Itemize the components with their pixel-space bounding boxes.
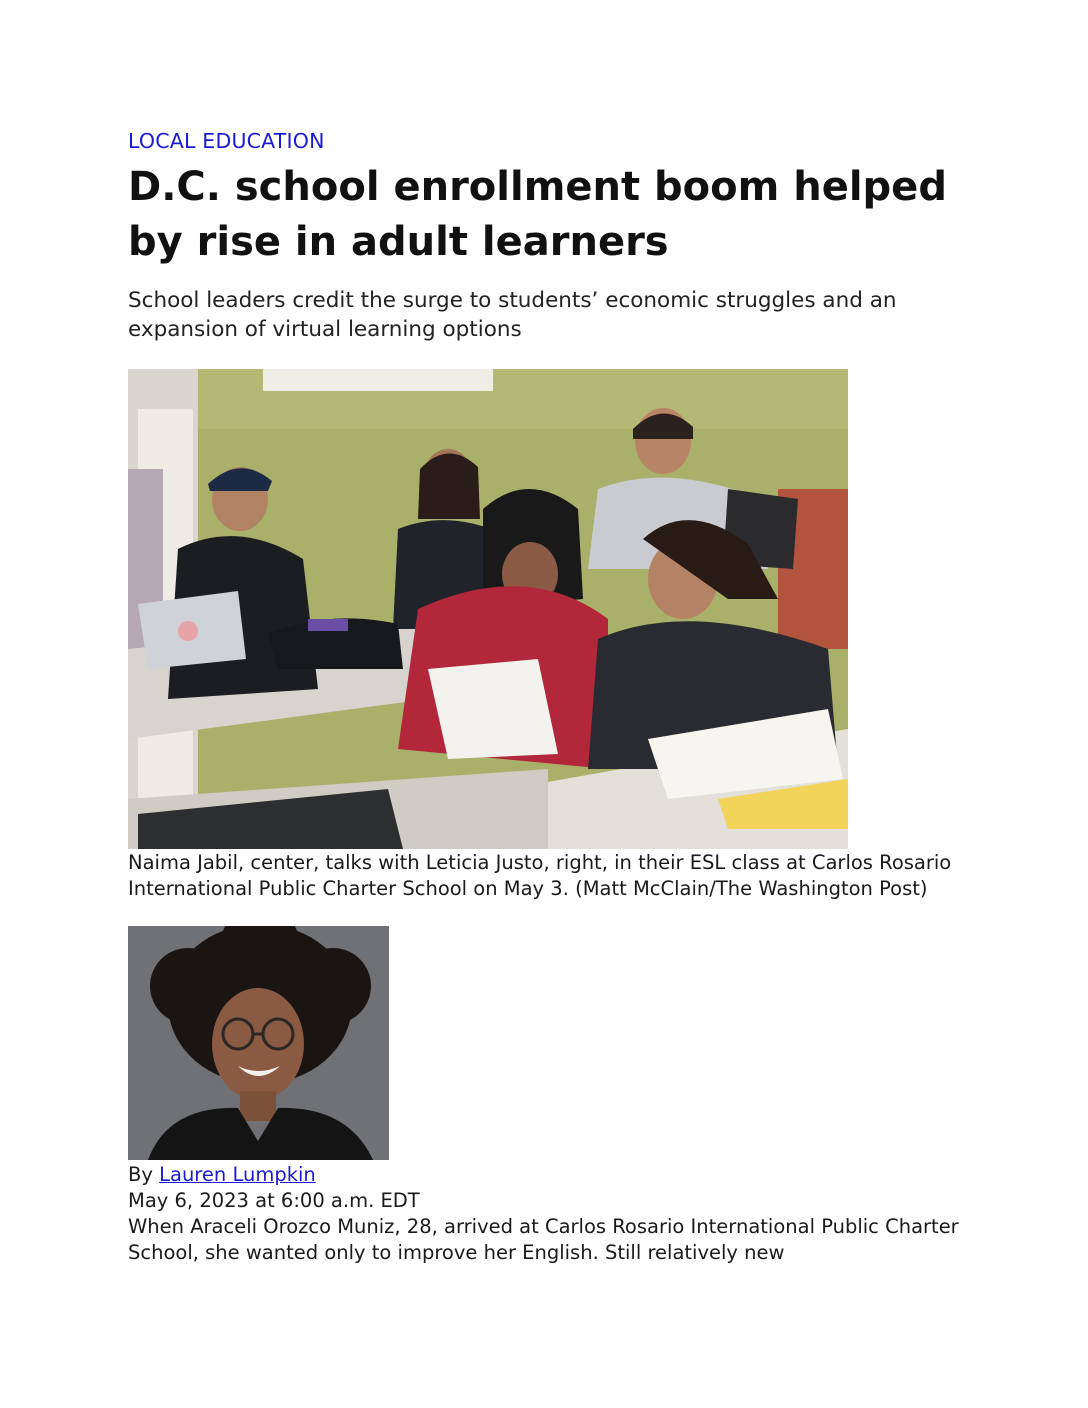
byline-prefix: By <box>128 1163 153 1186</box>
photo-caption: Naima Jabil, center, talks with Leticia Justo, right, in their ESL class at Carlos Rosario International Public Charter School on May 3. (Matt McClain/The Washington Post) <box>128 851 952 900</box>
publish-date: May 6, 2023 at 6:00 a.m. EDT <box>128 1189 420 1212</box>
article-body: When Araceli Orozco Muniz, 28, arrived at Carlos Rosario International Public Charter School, she wanted only to improve her English. Still relatively new <box>128 1215 959 1264</box>
byline <box>128 1162 316 1188</box>
article-subheadline: School leaders credit the surge to students’ economic struggles and an expansion of virtual learning options <box>128 288 897 342</box>
author-headshot <box>128 926 389 1160</box>
section-link[interactable]: LOCAL EDUCATION <box>128 129 325 153</box>
article-headline: D.C. school enrollment boom helped by rise in adult learners <box>128 164 947 265</box>
author-link[interactable]: Lauren Lumpkin <box>159 1163 316 1186</box>
lead-photo <box>128 369 848 849</box>
